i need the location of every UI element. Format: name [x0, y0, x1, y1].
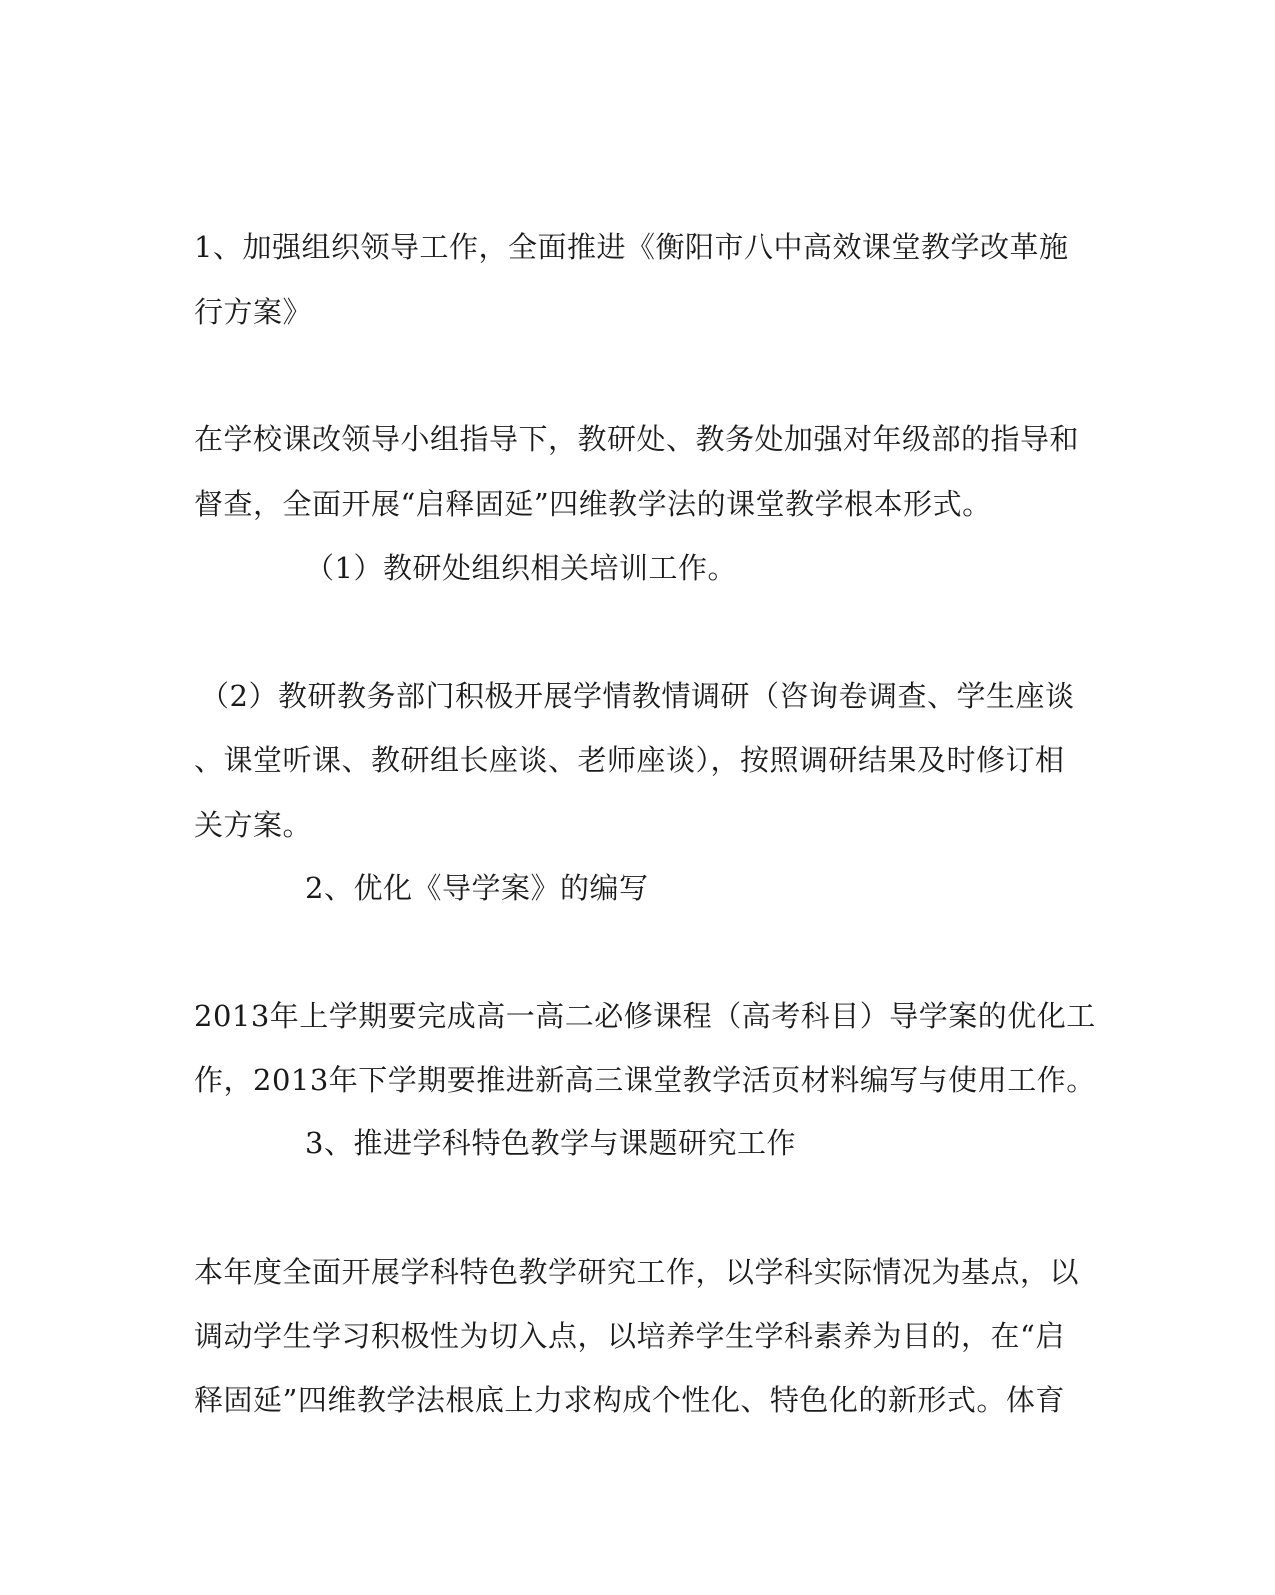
list-item-2-line-2: 、课堂听课、教研组长座谈、老师座谈），按照调研结果及时修订相: [194, 743, 1065, 777]
heading-2: 2、优化《导学案》的编写: [305, 871, 649, 905]
paragraph-3-line-2: 调动学生学习积极性为切入点，以培养学生学科素养为目的，在“启: [194, 1319, 1065, 1353]
paragraph-3-line-3: 释固延”四维教学法根底上力求构成个性化、特色化的新形式。体育: [194, 1383, 1065, 1417]
heading-3: 3、推进学科特色教学与课题研究工作: [305, 1126, 796, 1160]
heading-1-continued: 行方案》: [194, 295, 313, 329]
list-item-2-line-3: 关方案。: [194, 808, 313, 842]
paragraph-3-line-1: 本年度全面开展学科特色教学研究工作，以学科实际情况为基点，以: [194, 1255, 1080, 1289]
list-item-1: （1）教研处组织相关培训工作。: [305, 551, 737, 585]
paragraph-1-line-1: 在学校课改领导小组指导下，教研处、教务处加强对年级部的指导和: [194, 422, 1080, 456]
heading-1: 1、加强组织领导工作，全面推进《衡阳市八中高效课堂教学改革施: [194, 230, 1069, 264]
paragraph-2-line-2: 作，2013年下学期要推进新高三课堂教学活页材料编写与使用工作。: [194, 1063, 1096, 1097]
list-item-2-line-1: （2）教研教务部门积极开展学情教情调研（咨询卷调查、学生座谈: [200, 679, 1075, 713]
paragraph-1-line-2: 督查，全面开展“启释固延”四维教学法的课堂教学根本形式。: [194, 487, 992, 521]
paragraph-2-line-1: 2013年上学期要完成高一高二必修课程（高考科目）导学案的优化工: [194, 999, 1096, 1033]
